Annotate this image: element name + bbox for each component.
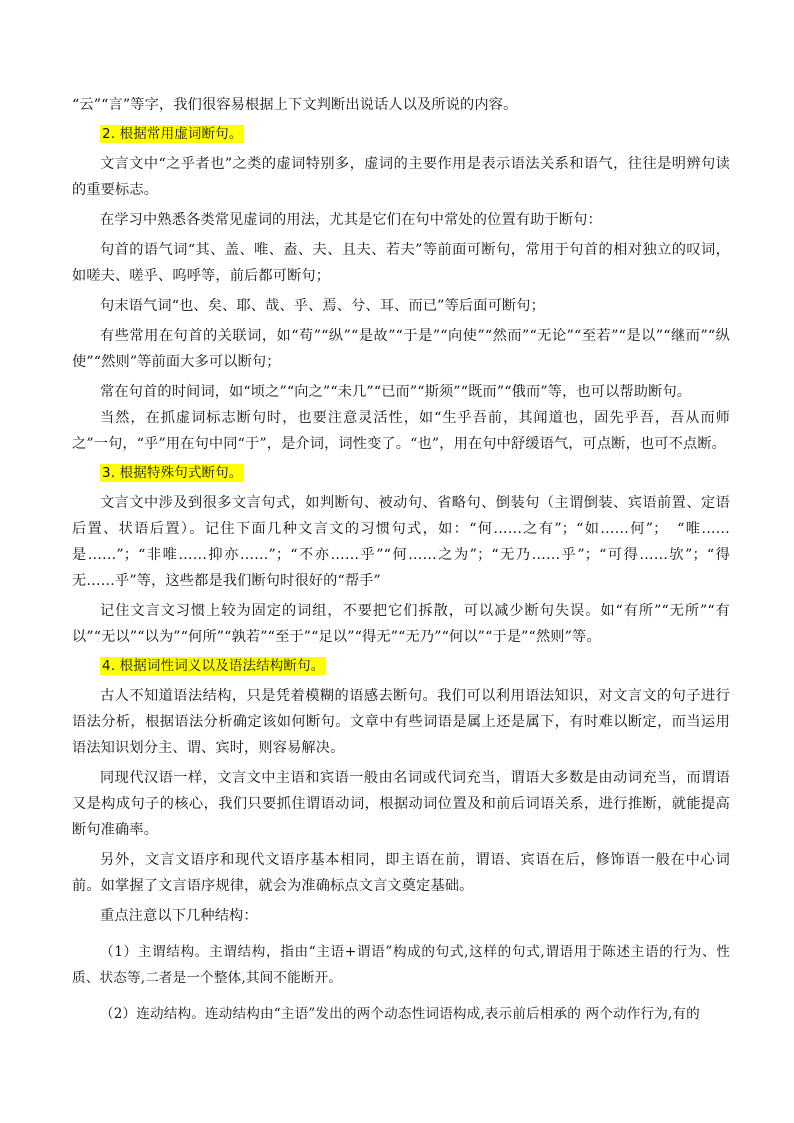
paragraph: 在学习中熟悉各类常见虚词的用法，尤其是它们在句中常处的位置有助于断句： bbox=[100, 212, 602, 228]
document-body bbox=[72, 92, 730, 1027]
paragraph: 句首的语气词“其、盖、唯、盍、夫、且夫、若夫”等前面可断句，常用于句首的相对独立的叹词，如嗟夫、嗟乎、呜呼等，前后都可断句； bbox=[72, 242, 730, 284]
paragraph: 记住文言文习惯上较为固定的词组，不要把它们拆散，可以减少断句失误。如“有所”“无所”“有以”“无以”“以为”“何所”“孰若”“至于”“足以”“得无”“无乃”“何以”“于是”“然则”等。 bbox=[72, 603, 730, 645]
paragraph-intro: “云”“言”等字，我们很容易根据上下文判断出说话人以及所说的内容。 bbox=[72, 97, 518, 113]
section-heading-2 bbox=[72, 121, 730, 147]
highlighted-heading: 2. 根据常用虚词断句。 bbox=[102, 126, 243, 142]
paragraph: 另外，文言文语序和现代文语序基本相同，即主语在前，谓语、宾语在后，修饰语一般在中心词前。如掌握了文言语序规律，就会为准确标点文言文奠定基础。 bbox=[72, 852, 730, 894]
section-heading-4 bbox=[72, 653, 730, 679]
section-heading-3 bbox=[72, 460, 730, 486]
paragraph: 有些常用在句首的关联词，如“苟”“纵”“是故”“于是”“向使”“然而”“无论”“至若”“是以”“继而”“纵使”“然则”等前面大多可以断句； bbox=[72, 328, 730, 370]
highlighted-heading: 3. 根据特殊句式断句。 bbox=[102, 465, 243, 481]
paragraph: 古人不知道语法结构，只是凭着模糊的语感去断句。我们可以利用语法知识，对文言文的句子进行语法分析，根据语法分析确定该如何断句。文章中有些词语是属上还是属下，有时难以断定，而当运用语法知识划分主、谓、宾时，则容易解决。 bbox=[72, 688, 730, 756]
paragraph: 文言文中“之乎者也”之类的虚词特别多，虚词的主要作用是表示语法关系和语气，往往是明辨句读的重要标志。 bbox=[72, 156, 730, 198]
paragraph: 重点注意以下几种结构： bbox=[100, 908, 258, 924]
paragraph: 同现代汉语一样，文言文中主语和宾语一般由名词或代词充当，谓语大多数是由动词充当，而谓语又是构成句子的核心，我们只要抓住谓语动词，根据动词位置及和前后词语关系，进行推断，就能提高断句准确率。 bbox=[72, 770, 730, 838]
paragraph: 文言文中涉及到很多文言句式，如判断句、被动句、省略句、倒装句（主谓倒装、宾语前置、定语后置、状语后置）。记住下面几种文言文的习惯句式，如：“何……之有”；“如……何”； “唯……是……”；“非唯……抑亦……”；“不亦……乎”“何……之为”；“无乃……乎”；“可得……欤”；“得无……乎”等，这些都是我们断句时很好的“帮手” bbox=[72, 495, 730, 589]
paragraph: 当然，在抓虚词标志断句时，也要注意灵活性，如“生乎吾前，其闻道也，固先乎吾，吾从而师之”一句，“乎”用在句中同“于”，是介词，词性变了。“也”，用在句中舒缓语气，可点断，也可不点断。 bbox=[72, 410, 730, 452]
paragraph: 常在句首的时间词，如“顷之”“向之”“未几”“已而”“斯须”“既而”“俄而”等，也可以帮助断句。 bbox=[100, 384, 692, 400]
highlighted-heading: 4. 根据词性词义以及语法结构断句。 bbox=[102, 658, 325, 674]
paragraph: 句末语气词“也、矣、耶、哉、乎、焉、兮、耳、而已”等后面可断句； bbox=[100, 298, 545, 314]
paragraph: （1）主谓结构。主谓结构，指由“主语+谓语”构成的句式,这样的句式,谓语用于陈述主语的行为、性质、状态等,二者是一个整体,其间不能断开。 bbox=[72, 944, 730, 986]
paragraph: （2）连动结构。连动结构由“主语”发出的两个动态性词语构成,表示前后相承的 两个动作行为,有的 bbox=[100, 1006, 700, 1022]
